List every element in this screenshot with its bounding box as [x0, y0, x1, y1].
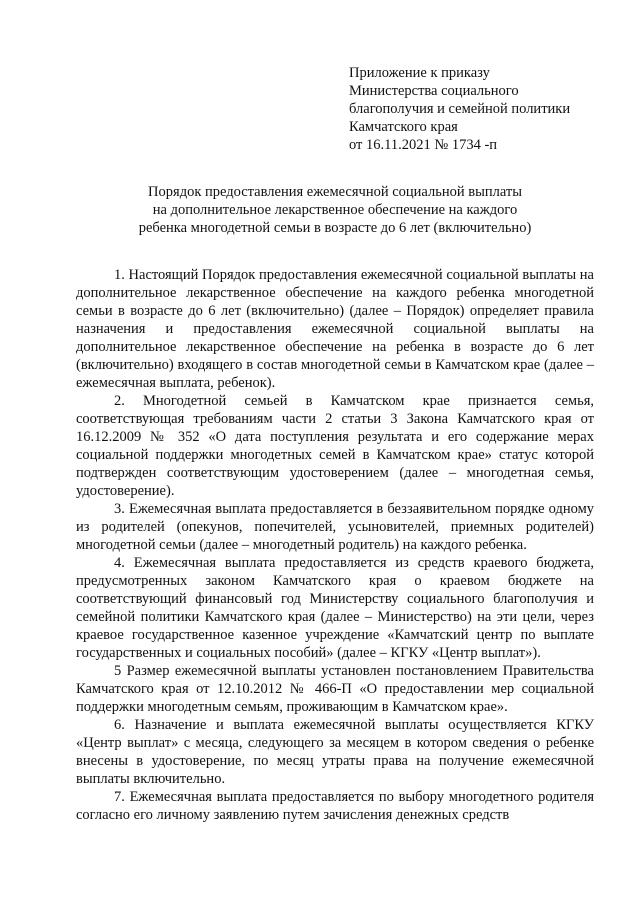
paragraph-3: 3. Ежемесячная выплата предоставляется в беззаявительном порядке одному из родителей (опекунов, попечителей, усыновителей, приемных родителей) многодетной семьи (далее – многодетный родитель) на каждого ребенка. — [76, 501, 594, 553]
title-line: Порядок предоставления ежемесячной социальной выплаты — [148, 184, 522, 200]
appendix-block — [349, 64, 609, 154]
paragraph-7: 7. Ежемесячная выплата предоставляется по выбору многодетного родителя согласно его личному заявлению путем зачисления денежных средств — [76, 789, 594, 823]
paragraph-2: 2. Многодетной семьей в Камчатском крае признается семья, соответствующая требованиям части 2 статьи 3 Закона Камчатского края от 16.12.2009 № 352 «О дата поступления результата и его содержание мерах социальной поддержки многодетных семей в Камчатском крае» статус которой подтвержден соответствующим удостоверением (далее – многодетная семья, удостоверение). — [76, 393, 594, 499]
title-line: ребенка многодетной семьи в возрасте до 6 лет (включительно) — [138, 220, 532, 236]
paragraph-6: 6. Назначение и выплата ежемесячной выплаты осуществляется КГКУ «Центр выплат» с месяца, следующего за месяцем в котором сведения о ребенке внесены в удостоверение, по месяц утраты права на получение ежемесячной выплаты включительно. — [76, 717, 594, 787]
paragraph-5: 5 Размер ежемесячной выплаты установлен постановлением Правительства Камчатского края от 12.10.2012 № 466-П «О предоставлении мер социальной поддержки многодетным семьям, проживающим в Камчатском крае». — [76, 663, 594, 715]
document-body — [76, 266, 594, 824]
appendix-line: благополучия и семейной политики — [349, 101, 571, 117]
appendix-order-date: от 16.11.2021 № 1734 -п — [349, 137, 498, 153]
appendix-line: Камчатского края — [349, 119, 458, 135]
appendix-line: Приложение к приказу — [349, 65, 490, 81]
paragraph-1: 1. Настоящий Порядок предоставления ежемесячной социальной выплаты на дополнительное лекарственное обеспечение на каждого ребенка многодетной семьи в возрасте до 6 лет (включительно) (далее – Порядок) определяет правила назначения и предоставления ежемесячной социальной выплаты на дополнительное лекарственное обеспечение на ребенка в возрасте до 6 лет (включительно) входящего в состав многодетной семьи в Камчатском крае (далее – ежемесячная выплата, ребенок). — [76, 267, 594, 391]
document-title — [76, 183, 594, 237]
paragraph-4: 4. Ежемесячная выплата предоставляется из средств краевого бюджета, предусмотренных законом Камчатского края о краевом бюджете на соответствующий финансовый год Министерству социального благополучия и семейной политики Камчатского края (далее – Министерство) на эти цели, через краевое государственное казенное учреждение «Камчатский центр по выплате государственных и социальных пособий» (далее – КГКУ «Центр выплат»). — [76, 555, 594, 661]
title-line: на дополнительное лекарственное обеспечение на каждого — [152, 202, 518, 218]
appendix-line: Министерства социального — [349, 83, 519, 99]
